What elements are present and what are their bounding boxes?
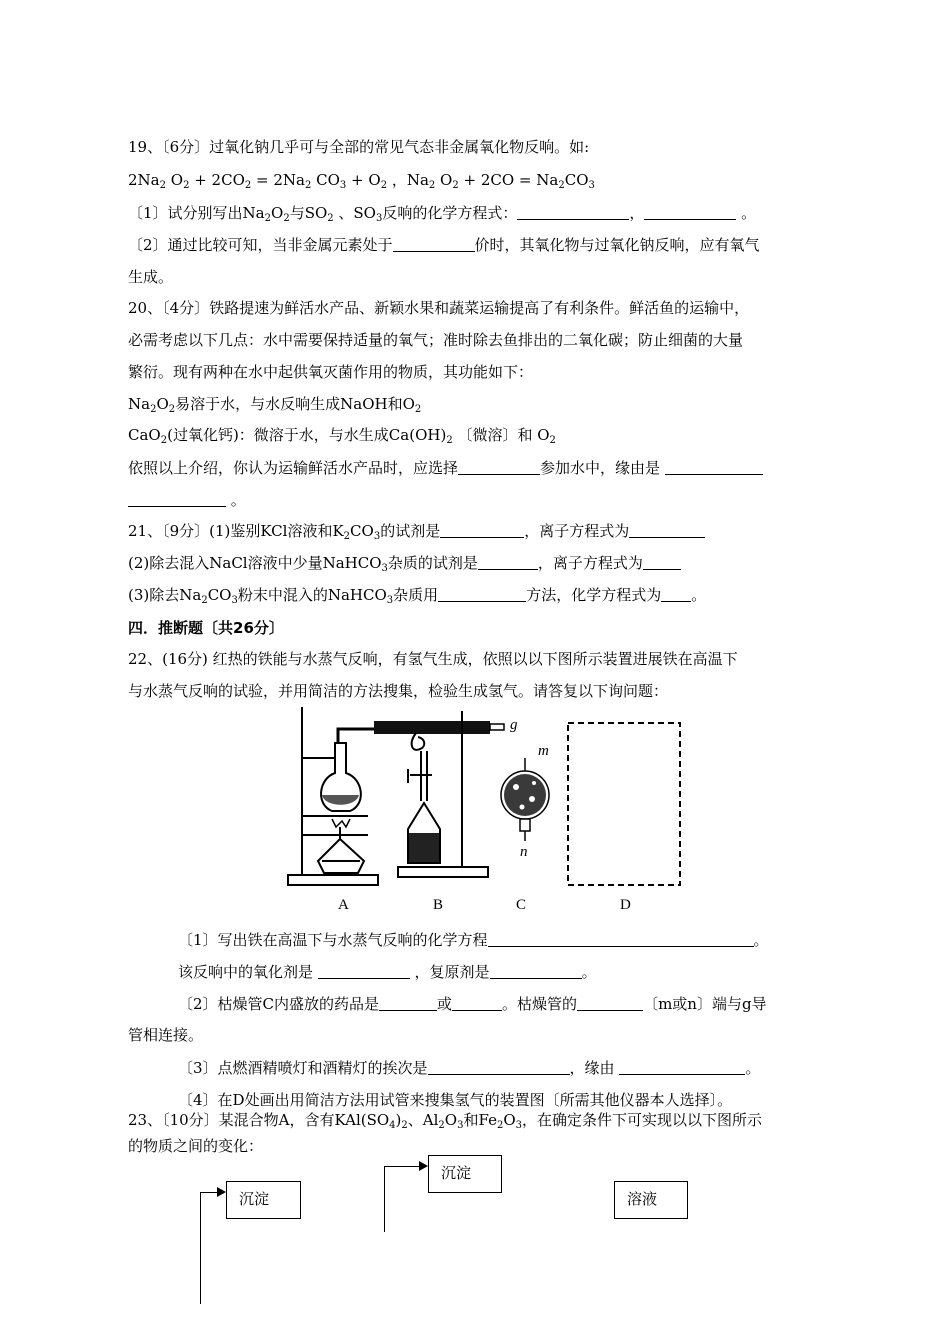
q20-blank-3[interactable] bbox=[128, 490, 226, 507]
q22-part2-cont: 管相连接。 bbox=[128, 1026, 204, 1044]
flow-box-solution: 溶液 bbox=[614, 1181, 688, 1219]
q22-part3: 〔3〕点燃酒精喷灯和酒精灯的挨次是 ，缘由 。 bbox=[178, 1059, 761, 1077]
label-b: B bbox=[433, 897, 444, 913]
q19-heading: 19、〔6分〕过氧化钠几乎可与全部的常见气态非金属氧化物反响。如: bbox=[128, 138, 590, 156]
q22-part4: 〔4〕在D处画出用简洁方法用试管来搜集氢气的装置图〔所需其他仪器本人选择〕。 bbox=[178, 1091, 733, 1109]
flow-line-mid-vertical bbox=[384, 1166, 385, 1232]
q22-blank-2[interactable] bbox=[318, 962, 410, 979]
q19-part1: 〔1〕试分别写出$Na_2O_2$与$SO_2$ 、$SO_3$反响的化学方程式： ， 。 bbox=[128, 204, 757, 224]
q20-blank-2[interactable] bbox=[665, 458, 763, 475]
apparatus-b bbox=[398, 711, 488, 877]
q22-blank-8[interactable] bbox=[619, 1058, 745, 1075]
flow-box-precipitate-2: 沉淀 bbox=[428, 1155, 502, 1193]
q20-line-3: 繁衍。现有两种在水中起供氧灭菌作用的物质，其功能如下： bbox=[128, 363, 534, 381]
q19-part2-cont: 生成。 bbox=[128, 268, 174, 286]
label-c: C bbox=[516, 897, 527, 913]
flow-arrow-mid bbox=[419, 1161, 428, 1171]
q21-blank-1[interactable] bbox=[440, 521, 524, 538]
apparatus-tube bbox=[374, 721, 504, 734]
q22-blank-4[interactable] bbox=[379, 994, 437, 1011]
q20-line-6: 依照以上介绍，你认为运输鲜活水产品时，应选择 参加水中，缘由是 bbox=[128, 458, 763, 478]
q23-line-2: 的物质之间的变化： bbox=[128, 1137, 264, 1155]
flow-line-left-vertical bbox=[200, 1192, 201, 1304]
q19-blank-2[interactable] bbox=[644, 203, 736, 220]
q20-line-1: 20、〔4分〕铁路提速为鲜活水产品、新颖水果和蔬菜运输提高了有利条件。鲜活鱼的运输中， bbox=[128, 299, 750, 317]
q20-blank-1[interactable] bbox=[458, 458, 540, 475]
q22-blank-6[interactable] bbox=[577, 994, 643, 1011]
q20-line-7: 。 bbox=[128, 490, 246, 510]
q19-part2: 〔2〕通过比较可知，当非金属元素处于 价时，其氧化物与过氧化钠反响，应有氧气 bbox=[128, 236, 760, 254]
flow-line-mid-horizontal bbox=[384, 1166, 420, 1167]
label-g: g bbox=[510, 717, 518, 733]
q21-blank-3[interactable] bbox=[478, 553, 538, 570]
q21-part3: (3)除去$Na_2CO_3$粉末中混入的NaHCO$_3$杂质用 方法，化学方程式为 。 bbox=[128, 586, 707, 606]
q22-part2: 〔2〕枯燥管C内盛放的药品是 或 。枯燥管的 〔m或n〕端与g导 bbox=[178, 995, 767, 1013]
q19-blank-1[interactable] bbox=[517, 203, 629, 220]
q22-part1-oxidant: 该反响中的氧化剂是 ，复原剂是 。 bbox=[178, 963, 597, 981]
q20-cao2: CaO$_2$(过氧化钙)：微溶于水，与水生成$Ca(OH)_2$ 〔微溶〕和 $O_2$ bbox=[128, 426, 556, 446]
apparatus-c bbox=[501, 758, 549, 841]
q20-na2o2: $Na_2O_2$易溶于水，与水反响生成NaOH和$O_2$ bbox=[128, 395, 422, 415]
apparatus-figure bbox=[280, 703, 690, 915]
q23-line-1: 23、〔10分〕某混合物A，含有$KAl(SO_4)_2$、$Al_2O_3$和$Fe_2O_3$，在确定条件下可实现以以下图所示 bbox=[128, 1111, 763, 1131]
q21-blank-5[interactable] bbox=[438, 585, 526, 602]
q22-blank-1[interactable] bbox=[488, 930, 754, 947]
q22-part1: 〔1〕写出铁在高温下与水蒸气反响的化学方程 。 bbox=[178, 931, 769, 949]
apparatus-d-placeholder bbox=[568, 723, 680, 885]
q21-blank-6[interactable] bbox=[661, 585, 691, 602]
q22-blank-3[interactable] bbox=[490, 962, 582, 979]
label-a: A bbox=[338, 897, 349, 913]
q21-blank-4[interactable] bbox=[643, 553, 681, 570]
q22-blank-5[interactable] bbox=[452, 994, 502, 1011]
flow-box-precipitate-1: 沉淀 bbox=[226, 1181, 301, 1219]
q22-line-2: 与水蒸气反响的试验，并用简洁的方法搜集，检验生成氢气。请答复以下询问题： bbox=[128, 682, 669, 700]
q21-blank-2[interactable] bbox=[629, 521, 705, 538]
apparatus-a bbox=[288, 707, 378, 885]
q21-part2: (2)除去混入NaCl溶液中少量NaHCO$_3$杂质的试剂是 ，离子方程式为 bbox=[128, 553, 681, 573]
q21-part1: 21、〔9分〕(1)鉴别KCl溶液和$K_2CO_3$的试剂是 ，离子方程式为 bbox=[128, 521, 705, 541]
flow-arrow-left bbox=[217, 1187, 226, 1197]
q22-line-1: 22、(16分) 红热的铁能与水蒸气反响，有氢气生成，依照以以下图所示装置进展铁在高温下 bbox=[128, 650, 738, 668]
q19-blank-3[interactable] bbox=[393, 235, 475, 252]
section-heading: 四．推断题〔共26分〕 bbox=[128, 619, 284, 637]
label-n: n bbox=[520, 844, 528, 860]
q19-equations: $2Na_2$ $O_2 + 2CO_2 = 2Na_2$ $CO_3 + O_2$ ，$Na_2$ $O_2 + 2CO = Na_2CO_3$ bbox=[128, 171, 595, 191]
q22-blank-7[interactable] bbox=[428, 1058, 570, 1075]
flow-line-left-horizontal bbox=[200, 1192, 218, 1193]
label-d: D bbox=[620, 897, 631, 913]
label-m: m bbox=[538, 743, 549, 759]
q20-line-2: 必需考虑以下几点：水中需要保持适量的氧气；准时除去鱼排出的二氧化碳；防止细菌的大量 bbox=[128, 331, 744, 349]
